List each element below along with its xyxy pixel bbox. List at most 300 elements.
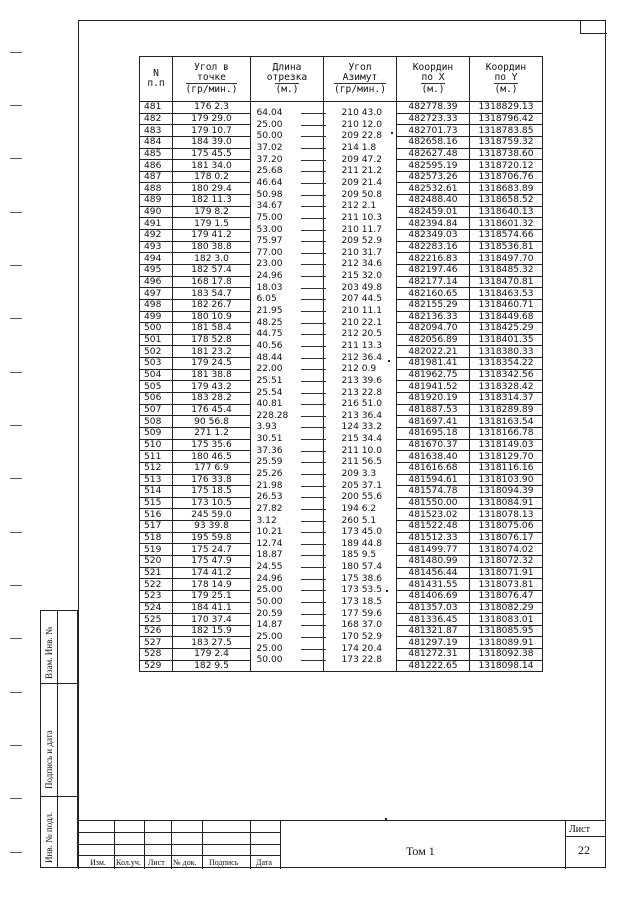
point-number: 498 [140,299,173,311]
segment-length: 50.00 [256,131,283,142]
table-row [140,625,543,637]
length-cell [251,404,324,416]
segment-azimuth: 174 20.4 [341,643,382,654]
segment-length: 10.21 [256,527,283,538]
length-cell [251,381,324,393]
table-row [140,381,543,393]
x-coordinate-cell: 482056.89 [397,334,470,346]
segment-azimuth: 211 13.3 [341,340,382,351]
length-cell [251,532,324,544]
point-number: 516 [140,509,173,521]
segment-length: 50.00 [256,655,283,666]
y-coordinate-cell: 1318092.38 [470,649,543,661]
segment-length: 25.00 [256,119,283,130]
segment-length: 37.02 [256,143,283,154]
azimuth-cell [324,241,397,253]
azimuth-cell [324,311,397,323]
side-stamp [40,610,78,868]
azimuth-cell [324,125,397,137]
x-coordinate-cell: 481981.41 [397,358,470,370]
table-row [140,311,543,323]
segment-length: 18.03 [256,282,283,293]
angle-cell: 174 41.2 [173,567,251,579]
table-row [140,334,543,346]
x-coordinate-cell: 482658.16 [397,136,470,148]
point-number: 515 [140,497,173,509]
y-coordinate-cell: 1318829.13 [470,102,543,114]
y-coordinate-cell: 1318738.60 [470,148,543,160]
length-cell [251,509,324,521]
segment-azimuth: 194 6.2 [341,503,377,514]
point-number: 492 [140,230,173,242]
angle-cell: 182 3.0 [173,253,251,265]
segment-azimuth: 177 59.6 [341,608,382,619]
segment-azimuth: 173 22.8 [341,655,382,666]
angle-cell: 182 11.3 [173,195,251,207]
y-coordinate-cell: 1318706.76 [470,171,543,183]
segment-azimuth: 211 10.0 [341,445,382,456]
point-number: 497 [140,288,173,300]
length-cell [251,649,324,661]
table-row [140,404,543,416]
azimuth-cell [324,323,397,335]
azimuth-cell [324,602,397,614]
segment-azimuth: 185 9.5 [341,550,377,561]
angle-cell: 179 29.0 [173,113,251,125]
azimuth-cell [324,521,397,533]
angle-cell: 195 59.8 [173,532,251,544]
segment-azimuth: 215 32.0 [341,271,382,282]
y-coordinate-cell: 1318083.01 [470,614,543,626]
azimuth-cell [324,299,397,311]
x-coordinate-cell: 482488.40 [397,195,470,207]
segment-azimuth: 210 22.1 [341,317,382,328]
segment-length: 25.68 [256,166,283,177]
table-row [140,299,543,311]
length-cell [251,486,324,498]
angle-cell: 180 29.4 [173,183,251,195]
table-row [140,358,543,370]
y-coordinate-cell: 1318601.32 [470,218,543,230]
x-coordinate-cell: 482394.84 [397,218,470,230]
y-coordinate-cell: 1318085.95 [470,625,543,637]
length-cell [251,660,324,672]
segment-length: 228.28 [256,410,289,421]
table-row [140,206,543,218]
y-coordinate-cell: 1318098.14 [470,660,543,672]
caption-signature: Подпись [209,858,239,867]
side-label-replacement: Взам. Инв. № [44,626,54,679]
x-coordinate-cell: 482532.61 [397,183,470,195]
segment-azimuth: 173 18.5 [341,597,382,608]
segment-azimuth: 189 44.8 [341,538,382,549]
length-cell [251,230,324,242]
azimuth-cell [324,532,397,544]
point-number: 495 [140,264,173,276]
scan-speck [386,590,388,592]
x-coordinate-cell: 482778.39 [397,102,470,114]
caption-date: Дата [256,858,272,867]
azimuth-cell [324,334,397,346]
length-cell [251,323,324,335]
frame-corner-box [580,20,607,34]
x-coordinate-cell: 481522.48 [397,521,470,533]
y-coordinate-cell: 1318463.53 [470,288,543,300]
length-cell [251,439,324,451]
x-coordinate-cell: 481222.65 [397,660,470,672]
table-row [140,136,543,148]
segment-length: 25.00 [256,643,283,654]
segment-length: 50.00 [256,597,283,608]
x-coordinate-cell: 481670.37 [397,439,470,451]
point-number: 520 [140,555,173,567]
segment-length: 34.67 [256,201,283,212]
length-cell [251,393,324,405]
table-row [140,427,543,439]
azimuth-cell [324,439,397,451]
length-cell [251,602,324,614]
segment-length: 25.26 [256,469,283,479]
y-coordinate-cell: 1318497.70 [470,253,543,265]
azimuth-cell [324,113,397,125]
point-number: 493 [140,241,173,253]
segment-length: 40.56 [256,340,283,351]
segment-length: 37.20 [256,154,283,165]
angle-cell: 179 8.2 [173,206,251,218]
segment-azimuth: 212 2.1 [341,201,377,212]
angle-cell: 178 14.9 [173,579,251,591]
point-number: 524 [140,602,173,614]
segment-length: 30.51 [256,434,283,445]
length-cell [251,334,324,346]
x-coordinate-cell: 482136.33 [397,311,470,323]
segment-azimuth: 213 22.8 [341,387,382,398]
point-number: 499 [140,311,173,323]
angle-cell: 182 57.4 [173,264,251,276]
azimuth-cell [324,451,397,463]
segment-azimuth: 210 11.1 [341,306,382,317]
segment-azimuth: 124 33.2 [341,422,382,433]
y-coordinate-cell: 1318783.85 [470,125,543,137]
point-number: 496 [140,276,173,288]
x-coordinate-cell: 481962.75 [397,369,470,381]
angle-cell: 168 17.8 [173,276,251,288]
header-length: Длина отрезка (м.) [251,57,324,102]
x-coordinate-cell: 481406.69 [397,590,470,602]
segment-length: 22.00 [256,364,283,375]
point-number: 494 [140,253,173,265]
segment-length: 40.81 [256,399,283,410]
y-coordinate-cell: 1318076.47 [470,590,543,602]
segment-length: 24.55 [256,562,283,573]
x-coordinate-cell: 481638.40 [397,451,470,463]
azimuth-cell [324,195,397,207]
header-number: N п.п [140,57,173,102]
y-coordinate-cell: 1318078.13 [470,509,543,521]
azimuth-cell [324,171,397,183]
title-block [78,820,606,869]
azimuth-cell [324,509,397,521]
azimuth-cell [324,264,397,276]
angle-cell: 182 9.5 [173,660,251,672]
segment-azimuth: 212 0.9 [341,364,377,375]
scan-speck [391,132,393,134]
x-coordinate-cell: 481321.87 [397,625,470,637]
point-number: 487 [140,171,173,183]
segment-azimuth: 209 22.8 [341,131,382,142]
segment-azimuth: 168 37.0 [341,620,382,631]
table-row [140,660,543,672]
table-row [140,602,543,614]
table-row [140,323,543,335]
x-coordinate-cell: 481887.53 [397,404,470,416]
x-coordinate-cell: 481550.00 [397,497,470,509]
azimuth-cell [324,160,397,172]
side-label-inventory: Инв. № подл. [44,811,54,863]
table-row [140,253,543,265]
segment-azimuth: 180 57.4 [341,562,382,573]
y-coordinate-cell: 1318076.17 [470,532,543,544]
angle-cell: 90 56.8 [173,416,251,428]
length-cell [251,544,324,556]
length-cell [251,311,324,323]
y-coordinate-cell: 1318328.42 [470,381,543,393]
azimuth-cell [324,637,397,649]
x-coordinate-cell: 482459.01 [397,206,470,218]
table-row [140,102,543,114]
point-number: 505 [140,381,173,393]
y-coordinate-cell: 1318084.91 [470,497,543,509]
azimuth-cell [324,462,397,474]
point-number: 501 [140,334,173,346]
x-coordinate-cell: 481297.19 [397,637,470,649]
length-cell [251,276,324,288]
table-row [140,486,543,498]
x-coordinate-cell: 482283.16 [397,241,470,253]
table-row [140,393,543,405]
point-number: 526 [140,625,173,637]
caption-sheet: Лист [148,858,165,867]
segment-azimuth: 215 34.4 [341,434,382,445]
point-number: 528 [140,649,173,661]
angle-cell: 183 27.5 [173,637,251,649]
y-coordinate-cell: 1318759.32 [470,136,543,148]
segment-azimuth: 211 56.5 [341,457,382,468]
angle-cell: 271 1.2 [173,427,251,439]
angle-cell: 183 54.7 [173,288,251,300]
length-cell [251,346,324,358]
x-coordinate-cell: 481697.41 [397,416,470,428]
azimuth-cell [324,102,397,114]
point-number: 489 [140,195,173,207]
segment-length: 12.74 [256,538,283,549]
segment-azimuth: 210 11.7 [341,224,382,235]
y-coordinate-cell: 1318075.06 [470,521,543,533]
segment-azimuth: 200 55.6 [341,492,382,503]
segment-azimuth: 211 10.3 [341,212,382,223]
y-coordinate-cell: 1318149.03 [470,439,543,451]
length-cell [251,113,324,125]
segment-azimuth: 216 51.0 [341,399,382,410]
x-coordinate-cell: 482701.73 [397,125,470,137]
table-row [140,497,543,509]
segment-azimuth: 213 36.4 [341,410,382,421]
angle-cell: 179 24.5 [173,358,251,370]
y-coordinate-cell: 1318796.42 [470,113,543,125]
segment-azimuth: 213 39.6 [341,375,382,386]
azimuth-cell [324,579,397,591]
length-cell [251,474,324,486]
azimuth-cell [324,590,397,602]
segment-length: 25.59 [256,457,283,468]
point-number: 491 [140,218,173,230]
point-number: 514 [140,486,173,498]
y-coordinate-cell: 1318658.52 [470,195,543,207]
segment-azimuth: 210 31.7 [341,247,382,258]
length-cell [251,497,324,509]
azimuth-cell [324,393,397,405]
segment-length: 44.75 [256,329,283,340]
azimuth-cell [324,136,397,148]
table-row [140,637,543,649]
length-cell [251,148,324,160]
length-cell [251,590,324,602]
angle-cell: 181 23.2 [173,346,251,358]
length-cell [251,579,324,591]
length-cell [251,614,324,626]
table-row [140,369,543,381]
angle-cell: 183 28.2 [173,393,251,405]
y-coordinate-cell: 1318116.16 [470,462,543,474]
caption-change: Изм. [90,858,106,867]
angle-cell: 93 39.8 [173,521,251,533]
length-cell [251,171,324,183]
angle-cell: 175 35.6 [173,439,251,451]
angle-cell: 245 59.0 [173,509,251,521]
table-row [140,160,543,172]
table-row [140,416,543,428]
segment-length: 3.93 [256,422,277,433]
y-coordinate-cell: 1318536.81 [470,241,543,253]
y-coordinate-cell: 1318342.56 [470,369,543,381]
point-number: 502 [140,346,173,358]
segment-azimuth: 173 53.5 [341,585,382,596]
segment-azimuth: 175 38.6 [341,573,382,584]
table-row [140,509,543,521]
table-row [140,230,543,242]
table-row [140,125,543,137]
y-coordinate-cell: 1318071.91 [470,567,543,579]
y-coordinate-cell: 1318073.81 [470,579,543,591]
table-row [140,195,543,207]
point-number: 525 [140,614,173,626]
segment-length: 25.00 [256,631,283,642]
length-cell [251,288,324,300]
header-x: Координ по X (м.) [397,57,470,102]
angle-cell: 180 10.9 [173,311,251,323]
length-cell [251,253,324,265]
point-number: 507 [140,404,173,416]
y-coordinate-cell: 1318460.71 [470,299,543,311]
azimuth-cell [324,555,397,567]
x-coordinate-cell: 482197.46 [397,264,470,276]
azimuth-cell [324,625,397,637]
azimuth-cell [324,276,397,288]
angle-cell: 177 6.9 [173,462,251,474]
angle-cell: 179 1.5 [173,218,251,230]
point-number: 517 [140,521,173,533]
angle-cell: 184 41.1 [173,602,251,614]
y-coordinate-cell: 1318074.02 [470,544,543,556]
x-coordinate-cell: 481941.52 [397,381,470,393]
table-row [140,218,543,230]
point-number: 508 [140,416,173,428]
length-cell [251,451,324,463]
angle-cell: 178 52.8 [173,334,251,346]
azimuth-cell [324,381,397,393]
segment-length: 21.98 [256,480,283,491]
table-row [140,288,543,300]
x-coordinate-cell: 481272.31 [397,649,470,661]
azimuth-cell [324,614,397,626]
length-cell [251,218,324,230]
angle-cell: 182 26.7 [173,299,251,311]
azimuth-cell [324,649,397,661]
x-coordinate-cell: 482595.19 [397,160,470,172]
segment-azimuth: 209 50.8 [341,189,382,200]
point-number: 518 [140,532,173,544]
length-cell [251,195,324,207]
angle-cell: 173 10.5 [173,497,251,509]
angle-cell: 176 2.3 [173,102,251,114]
y-coordinate-cell: 1318449.68 [470,311,543,323]
segment-length: 18.87 [256,550,283,561]
y-coordinate-cell: 1318354.22 [470,358,543,370]
table-row [140,474,543,486]
header-y: Координ по Y (м.) [470,57,543,102]
angle-cell: 179 43.2 [173,381,251,393]
coordinates-table [139,56,543,672]
sheet-label: Лист [569,824,590,835]
segment-azimuth: 212 36.4 [341,352,382,363]
angle-cell: 175 45.5 [173,148,251,160]
angle-cell: 176 33.8 [173,474,251,486]
segment-length: 37.36 [256,445,283,456]
point-number: 512 [140,462,173,474]
point-number: 513 [140,474,173,486]
point-number: 509 [140,427,173,439]
segment-azimuth: 212 34.6 [341,259,382,270]
segment-length: 77.00 [256,247,283,258]
length-cell [251,136,324,148]
x-coordinate-cell: 482627.48 [397,148,470,160]
x-coordinate-cell: 482160.65 [397,288,470,300]
point-number: 529 [140,660,173,672]
angle-cell: 180 46.5 [173,451,251,463]
x-coordinate-cell: 481523.02 [397,509,470,521]
angle-cell: 180 38.8 [173,241,251,253]
segment-length: 20.59 [256,608,283,619]
segment-azimuth: 209 21.4 [341,177,382,188]
table-row [140,567,543,579]
x-coordinate-cell: 481431.55 [397,579,470,591]
y-coordinate-cell: 1318720.12 [470,160,543,172]
side-label-signature: Подпись и дата [44,730,54,789]
azimuth-cell [324,206,397,218]
angle-cell: 176 45.4 [173,404,251,416]
y-coordinate-cell: 1318094.39 [470,486,543,498]
x-coordinate-cell: 482723.33 [397,113,470,125]
